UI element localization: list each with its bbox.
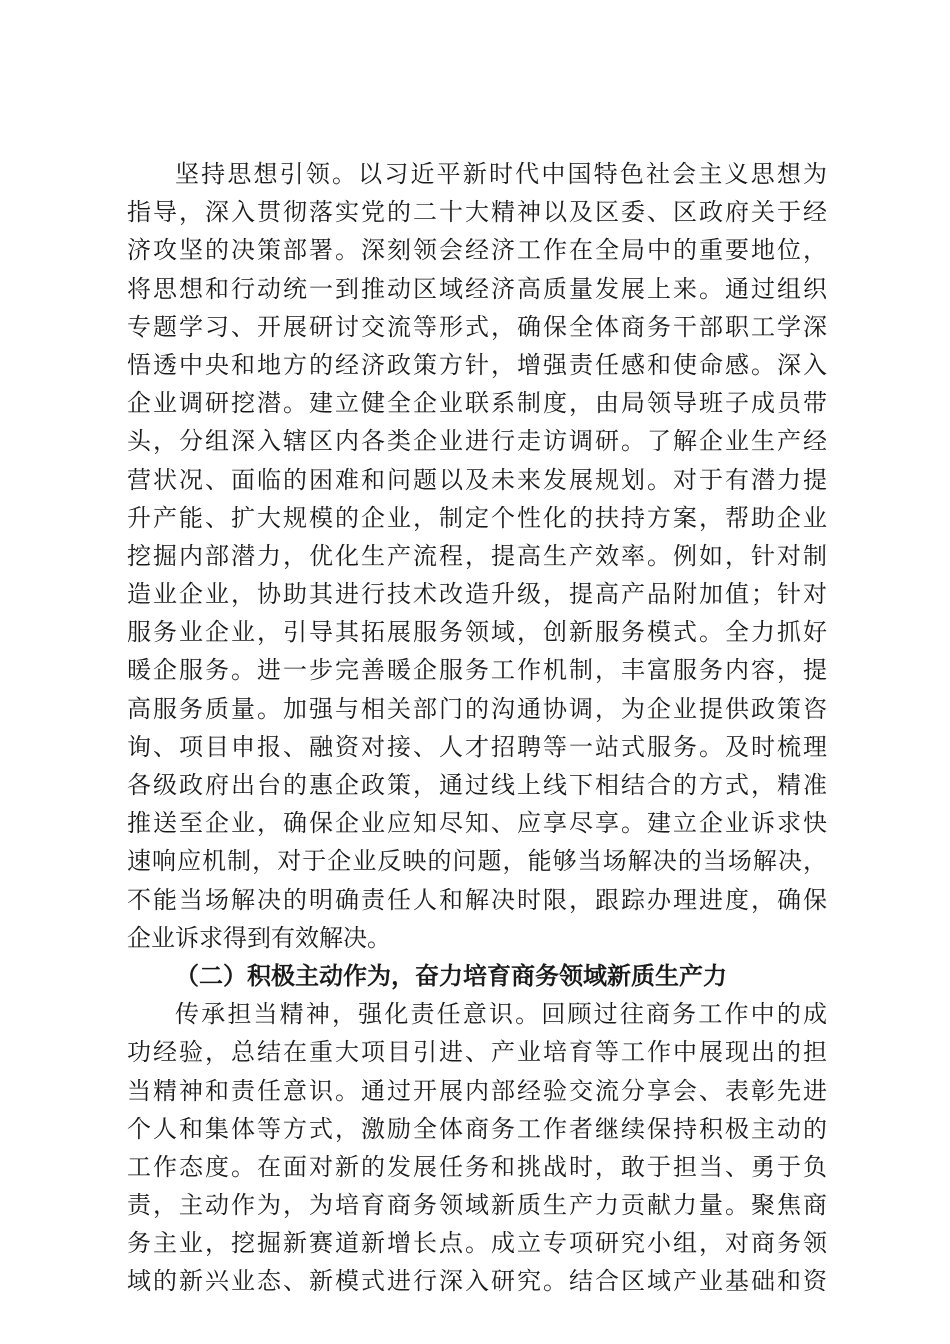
paragraph-line: 将思想和行动统一到推动区域经济高质量发展上来。通过组织 [127,274,827,303]
paragraph-line: 询、项目申报、融资对接、人才招聘等一站式服务。及时梳理 [127,732,827,761]
paragraph-line: 营状况、面临的困难和问题以及未来发展规划。对于有潜力提 [127,465,827,494]
paragraph-line: 指导，深入贯彻落实党的二十大精神以及区委、区政府关于经 [127,198,827,227]
paragraph-line: 升产能、扩大规模的企业，制定个性化的扶持方案，帮助企业 [127,503,827,532]
paragraph-line: 造业企业，协助其进行技术改造升级，提高产品附加值；针对 [127,580,827,609]
paragraph-line: 各级政府出台的惠企政策，通过线上线下相结合的方式，精准 [127,771,827,799]
paragraph-line: 工作态度。在面对新的发展任务和挑战时，敢于担当、勇于负 [127,1152,827,1181]
section-heading: （二）积极主动作为，奋力培育商务领域新质生产力 [175,960,727,990]
body-text [127,155,827,1301]
paragraph-line: 企业诉求得到有效解决。 [127,923,391,952]
paragraph-line: 头，分组深入辖区内各类企业进行走访调研。了解企业生产经 [127,427,827,456]
paragraph-line: 高服务质量。加强与相关部门的沟通协调，为企业提供政策咨 [127,694,827,723]
paragraph-line: 不能当场解决的明确责任人和解决时限，跟踪办理进度，确保 [127,885,827,914]
paragraph-line: 当精神和责任意识。通过开展内部经验交流分享会、表彰先进 [127,1076,827,1105]
paragraph-line: 域的新兴业态、新模式进行深入研究。结合区域产业基础和资 [127,1267,827,1296]
paragraph-line: 责，主动作为，为培育商务领域新质生产力贡献力量。聚焦商 [127,1191,827,1220]
paragraph-line: 暖企服务。进一步完善暖企服务工作机制，丰富服务内容，提 [127,656,827,685]
paragraph-line: 专题学习、开展研讨交流等形式，确保全体商务干部职工学深 [127,312,827,341]
paragraph-line: 务主业，挖掘新赛道新增长点。成立专项研究小组，对商务领 [127,1229,827,1258]
paragraph-line: 功经验，总结在重大项目引进、产业培育等工作中展现出的担 [127,1038,827,1067]
paragraph-line: 个人和集体等方式，激励全体商务工作者继续保持积极主动的 [127,1114,827,1143]
paragraph-line: 推送至企业，确保企业应知尽知、应享尽享。建立企业诉求快 [127,809,827,838]
paragraph-line: 企业调研挖潜。建立健全企业联系制度，由局领导班子成员带 [127,389,827,418]
paragraph-line: 悟透中央和地方的经济政策方针，增强责任感和使命感。深入 [127,350,827,379]
paragraph-line: 速响应机制，对于企业反映的问题，能够当场解决的当场解决， [127,847,827,876]
paragraph-line: 服务业企业，引导其拓展服务领域，创新服务模式。全力抓好 [127,618,827,647]
paragraph-line: 济攻坚的决策部署。深刻领会经济工作在全局中的重要地位， [127,236,827,265]
paragraph-line: 挖掘内部潜力，优化生产流程，提高生产效率。例如，针对制 [127,541,827,570]
paragraph-line: 坚持思想引领。以习近平新时代中国特色社会主义思想为 [175,160,827,188]
paragraph-line: 传承担当精神，强化责任意识。回顾过往商务工作中的成 [175,1000,827,1029]
